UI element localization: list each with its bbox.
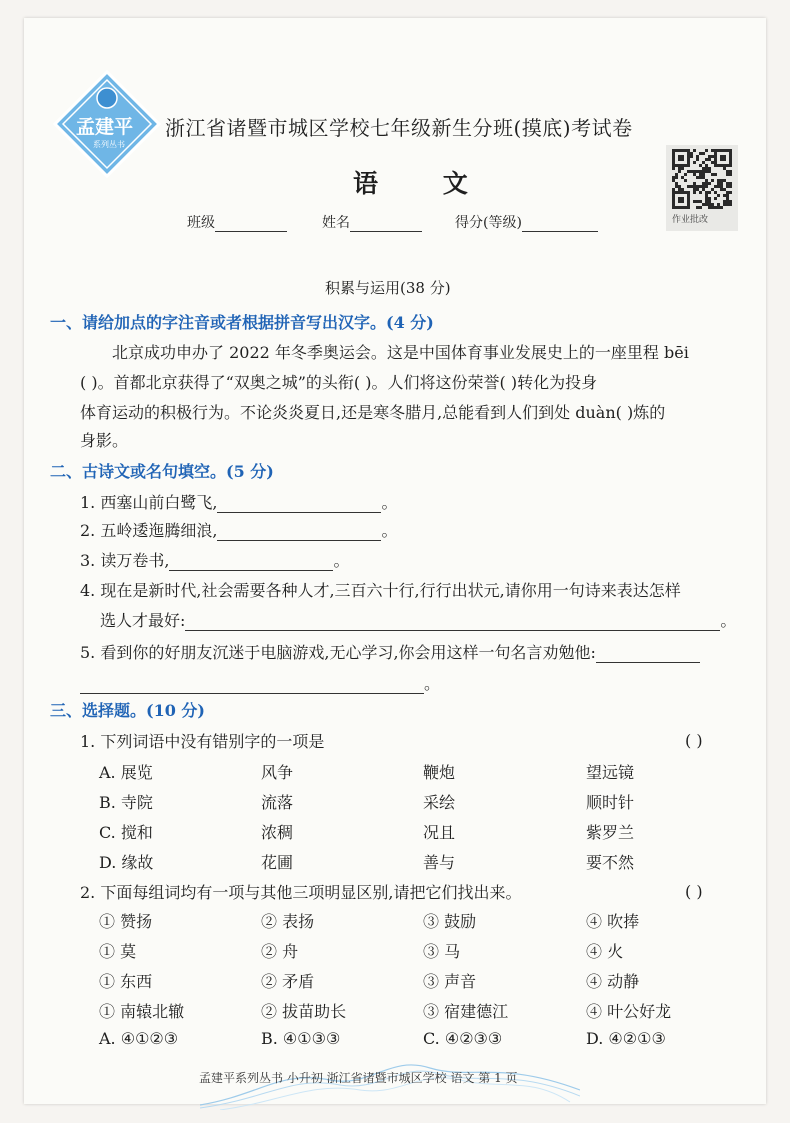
sec1-line-1: 北京成功申办了 2022 年冬季奥运会。这是中国体育事业发展史上的一座里程 bēi xyxy=(112,343,689,362)
q1-row-b-1: B. 寺院 xyxy=(99,793,153,812)
q2-choice-d[interactable]: D. ④②①③ xyxy=(586,1029,666,1048)
q1-row-d-3: 善与 xyxy=(423,853,456,872)
q2-row-4-1: ① 南辕北辙 xyxy=(99,1002,185,1021)
q2-answer-paren[interactable]: ( ) xyxy=(685,882,703,901)
sec2-item-3-blank[interactable] xyxy=(169,554,333,571)
q1-row-c-2: 浓稠 xyxy=(261,823,294,842)
sec2-item-3 xyxy=(80,548,349,571)
end-mark: 。 xyxy=(333,551,350,570)
sec1-line-3: 体育运动的积极行为。不论炎炎夏日,还是寒冬腊月,总能看到人们到处 duàn( )炼的 xyxy=(80,403,666,422)
qr-caption: 作业批改 xyxy=(672,215,709,225)
name-field xyxy=(322,212,422,232)
sec2-item-1-text: 1. 西塞山前白鹭飞, xyxy=(80,493,218,512)
sec2-item-3-text: 3. 读万卷书, xyxy=(80,551,170,570)
sec2-item-5-blank[interactable] xyxy=(596,646,700,663)
q2-row-2-4: ④ 火 xyxy=(586,942,624,961)
q1-row-c-3: 况且 xyxy=(423,823,456,842)
q2-stem: 2. 下面每组词均有一项与其他三项明显区别,请把它们找出来。 xyxy=(80,883,522,902)
section-3-heading: 三、选择题。(10 分) xyxy=(50,701,205,720)
name-label: 姓名 xyxy=(322,215,350,231)
sec2-item-5-text: 5. 看到你的好朋友沉迷于电脑游戏,无心学习,你会用这样一句名言劝勉他: xyxy=(80,643,596,662)
class-field xyxy=(187,212,287,232)
q1-row-d-4: 要不然 xyxy=(586,853,635,872)
name-blank[interactable] xyxy=(350,217,422,232)
q2-row-4-3: ③ 宿建德江 xyxy=(423,1002,509,1021)
q1-row-c-1: C. 搅和 xyxy=(99,823,153,842)
end-mark: 。 xyxy=(424,674,441,693)
q1-row-d-1: D. 缘故 xyxy=(99,853,154,872)
end-mark: 。 xyxy=(720,611,737,630)
logo-subtext: 系列丛书 xyxy=(93,140,125,149)
score-blank[interactable] xyxy=(522,217,598,232)
sec2-item-2-blank[interactable] xyxy=(217,524,381,541)
end-mark: 。 xyxy=(381,521,398,540)
q2-row-2-3: ③ 马 xyxy=(423,942,461,961)
q2-row-1-1: ① 赞扬 xyxy=(99,912,153,931)
class-blank[interactable] xyxy=(215,217,287,232)
subject-title: 语 文 xyxy=(353,169,496,198)
q2-row-4-2: ② 拔苗助长 xyxy=(261,1002,347,1021)
section-2-heading: 二、古诗文或名句填空。(5 分) xyxy=(50,462,274,481)
sec2-item-4-cont xyxy=(100,608,736,631)
q1-row-a-3: 鞭炮 xyxy=(423,763,456,782)
q1-row-a-1: A. 展览 xyxy=(99,763,153,782)
q1-row-b-2: 流落 xyxy=(261,793,294,812)
q2-row-2-1: ① 莫 xyxy=(99,942,137,961)
q1-row-a-2: 风争 xyxy=(261,763,294,782)
sec1-line-2: ( )。首都北京获得了“双奥之城”的头衔( )。人们将这份荣誉( )转化为投身 xyxy=(80,373,598,392)
q1-row-b-4: 顺时针 xyxy=(586,793,635,812)
sec2-item-5-blank-2[interactable] xyxy=(80,677,424,694)
q1-row-d-2: 花圃 xyxy=(261,853,294,872)
q2-row-2-2: ② 舟 xyxy=(261,942,299,961)
q2-choice-c[interactable]: C. ④②③③ xyxy=(423,1029,503,1048)
q2-row-1-2: ② 表扬 xyxy=(261,912,315,931)
exam-title: 浙江省诸暨市城区学校七年级新生分班(摸底)考试卷 xyxy=(165,116,633,140)
score-label: 得分(等级) xyxy=(455,215,522,231)
sec2-item-5 xyxy=(80,640,700,663)
sec2-item-2-text: 2. 五岭逶迤腾细浪, xyxy=(80,521,218,540)
q1-answer-paren[interactable]: ( ) xyxy=(685,731,703,750)
q2-row-3-4: ④ 动静 xyxy=(586,972,640,991)
page-footer: 孟建平系列丛书 小升初 浙江省诸暨市城区学校 语文 第 1 页 xyxy=(199,1071,518,1085)
q1-stem: 1. 下列词语中没有错别字的一项是 xyxy=(80,732,325,751)
q2-row-4-4: ④ 叶公好龙 xyxy=(586,1002,672,1021)
q2-row-1-3: ③ 鼓励 xyxy=(423,912,477,931)
sec1-line-4: 身影。 xyxy=(80,431,129,450)
sec2-item-4-cont-text: 选人才最好: xyxy=(100,611,186,630)
q2-row-3-3: ③ 声音 xyxy=(423,972,477,991)
sec2-item-5-cont xyxy=(80,671,440,694)
q2-row-1-4: ④ 吹捧 xyxy=(586,912,640,931)
q2-row-3-1: ① 东西 xyxy=(99,972,153,991)
end-mark: 。 xyxy=(381,493,398,512)
sec2-item-4-blank[interactable] xyxy=(185,614,720,631)
section-1-heading: 一、请给加点的字注音或者根据拼音写出汉字。(4 分) xyxy=(50,313,434,332)
class-label: 班级 xyxy=(187,215,215,231)
q2-row-3-2: ② 矛盾 xyxy=(261,972,315,991)
sec2-item-4: 4. 现在是新时代,社会需要各种人才,三百六十行,行行出状元,请你用一句诗来表达怎样 xyxy=(80,581,681,600)
q1-row-b-3: 采绘 xyxy=(423,793,456,812)
score-field xyxy=(455,212,598,232)
sec2-item-1-blank[interactable] xyxy=(217,496,381,513)
q2-choice-a[interactable]: A. ④①②③ xyxy=(99,1029,179,1048)
q1-row-a-4: 望远镜 xyxy=(586,763,635,782)
part-title: 积累与运用(38 分) xyxy=(325,279,451,297)
sec2-item-2 xyxy=(80,518,397,541)
sec2-item-1 xyxy=(80,490,397,513)
logo-text: 孟建平 xyxy=(76,116,134,138)
q1-row-c-4: 紫罗兰 xyxy=(586,823,635,842)
q2-choice-b[interactable]: B. ④①③③ xyxy=(261,1029,341,1048)
